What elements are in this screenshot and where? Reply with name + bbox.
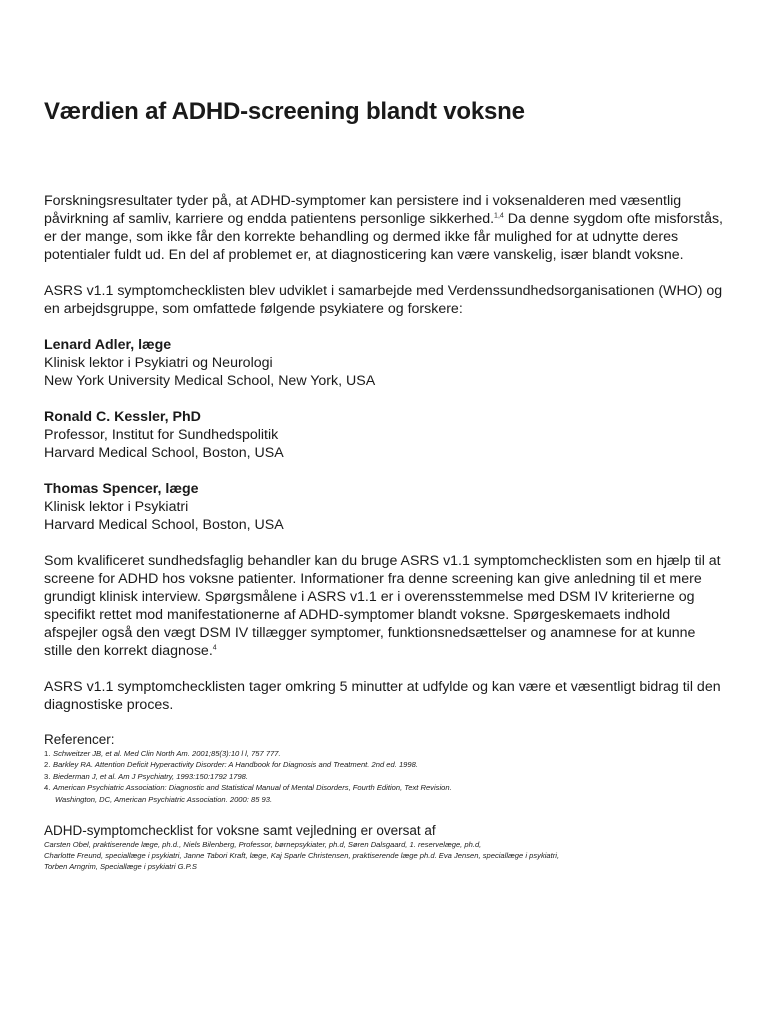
person-title: Klinisk lektor i Psykiatri (44, 499, 189, 515)
reference-number: 4. (44, 783, 51, 793)
intro-citation: 1,4 (494, 212, 504, 220)
person-institution: Harvard Medical School, Boston, USA (44, 445, 284, 461)
references-list (44, 748, 724, 805)
person-title: Klinisk lektor i Psykiatri og Neurologi (44, 355, 273, 371)
translator-line: Carsten Obel, praktiserende læge, ph.d., Niels Bilenberg, Professor, børnepsykiater, ph.d, Søren Dalsgaard, 1. reservelæge, ph.d, (44, 840, 482, 849)
person-name: Lenard Adler, læge (44, 337, 172, 353)
reference-text-continued: Washington, DC, American Psychiatric Association. 2000: 85 93. (55, 794, 273, 804)
reference-number: 1. (44, 749, 51, 758)
reference-item (44, 771, 724, 782)
practitioner-text: Som kvalificeret sundhedsfaglig behandler kan du bruge ASRS v1.1 symptomchecklisten som en hjælp til at screene for ADHD hos voksne patienter. Informationer fra denne screening kan give anledning til et mere grundigt klinisk interview. Spørgsmålene i ASRS v1.1 er i overensstemmelse med DSM IV kriterierne og specifikt rettet mod manifestationerne af ADHD-symptomer blandt voksne. Spørgeskemaets indhold afspejler også den vægt DSM IV tillægger symptomer, funktionsnedsættelser og anamnese for at kunne stille den korrekt diagnose. (44, 553, 721, 659)
translation-heading: ADHD-symptomchecklist for voksne samt vejledning er oversat af (44, 823, 436, 838)
person-institution: Harvard Medical School, Boston, USA (44, 517, 284, 533)
reference-item (44, 748, 724, 759)
references-section (44, 732, 724, 805)
references-heading: Referencer: (44, 732, 115, 747)
practitioner-citation: 4 (212, 644, 217, 652)
translator-line: Charlotte Freund, speciallæge i psykiatri, Janne Tabori Kraft, læge, Kaj Sparle Christensen, praktiserende læge ph.d. Eva Jensen, speciallæge i psykiatri, (44, 851, 560, 860)
reference-text: Schweitzer JB, et al. Med Clin North Am. 2001;85(3):10 l l, 757 777. (53, 749, 281, 758)
practitioner-paragraph (44, 552, 724, 660)
intro-text-part1: Forskningsresultater tyder på, at ADHD-symptomer kan persistere ind i voksenalderen med væsentlig påvirkning af samliv, karriere og endda patientens personlige sikkerhed. (44, 193, 682, 227)
person-title: Professor, Institut for Sundhedspolitik (44, 427, 279, 443)
translation-section (44, 823, 724, 872)
duration-paragraph: ASRS v1.1 symptomchecklisten tager omkring 5 minutter at udfylde og kan være et væsentligt bidrag til den diagnostiske proces. (44, 679, 721, 713)
person-kessler (44, 408, 724, 462)
intro-paragraph (44, 192, 724, 264)
translator-line: Torben Arngrim, Speciallæge i psykiatri G.P.S (44, 862, 197, 871)
reference-text: Biederman J, et al. Am J Psychiatry, 1993:150:1792 1798. (53, 771, 249, 781)
person-name: Ronald C. Kessler, PhD (44, 409, 201, 425)
person-institution: New York University Medical School, New York, USA (44, 373, 376, 389)
reference-item (44, 782, 724, 805)
person-adler (44, 336, 724, 390)
reference-text: American Psychiatric Association: Diagnostic and Statistical Manual of Mental Disorders, Fourth Edition, Text Revision. (53, 783, 452, 793)
page-title: Værdien af ADHD-screening blandt voksne (44, 98, 525, 125)
reference-text: Barkley RA. Attention Deficit Hyperactivity Disorder: A Handbook for Diagnosis and Treatment. 2nd ed. 1998. (53, 760, 418, 770)
reference-item (44, 759, 724, 770)
intro-text-part2: Da denne sygdom ofte misforstås, er der mange, som ikke får den korrekte behandling og dermed ikke får mulighed for at udnytte deres potentialer fuldt ud. En del af problemet er, at diagnosticering kan være vanskelig, især blandt voksne. (44, 211, 724, 263)
reference-number: 2. (44, 760, 51, 770)
reference-number: 3. (44, 771, 51, 781)
main-body (44, 192, 724, 732)
person-spencer (44, 480, 724, 534)
person-name: Thomas Spencer, læge (44, 481, 199, 497)
asrs-development-paragraph: ASRS v1.1 symptomchecklisten blev udviklet i samarbejde med Verdenssundhedsorganisationen (WHO) og en arbejdsgruppe, som omfattede følgende psykiatere og forskere: (44, 283, 723, 317)
